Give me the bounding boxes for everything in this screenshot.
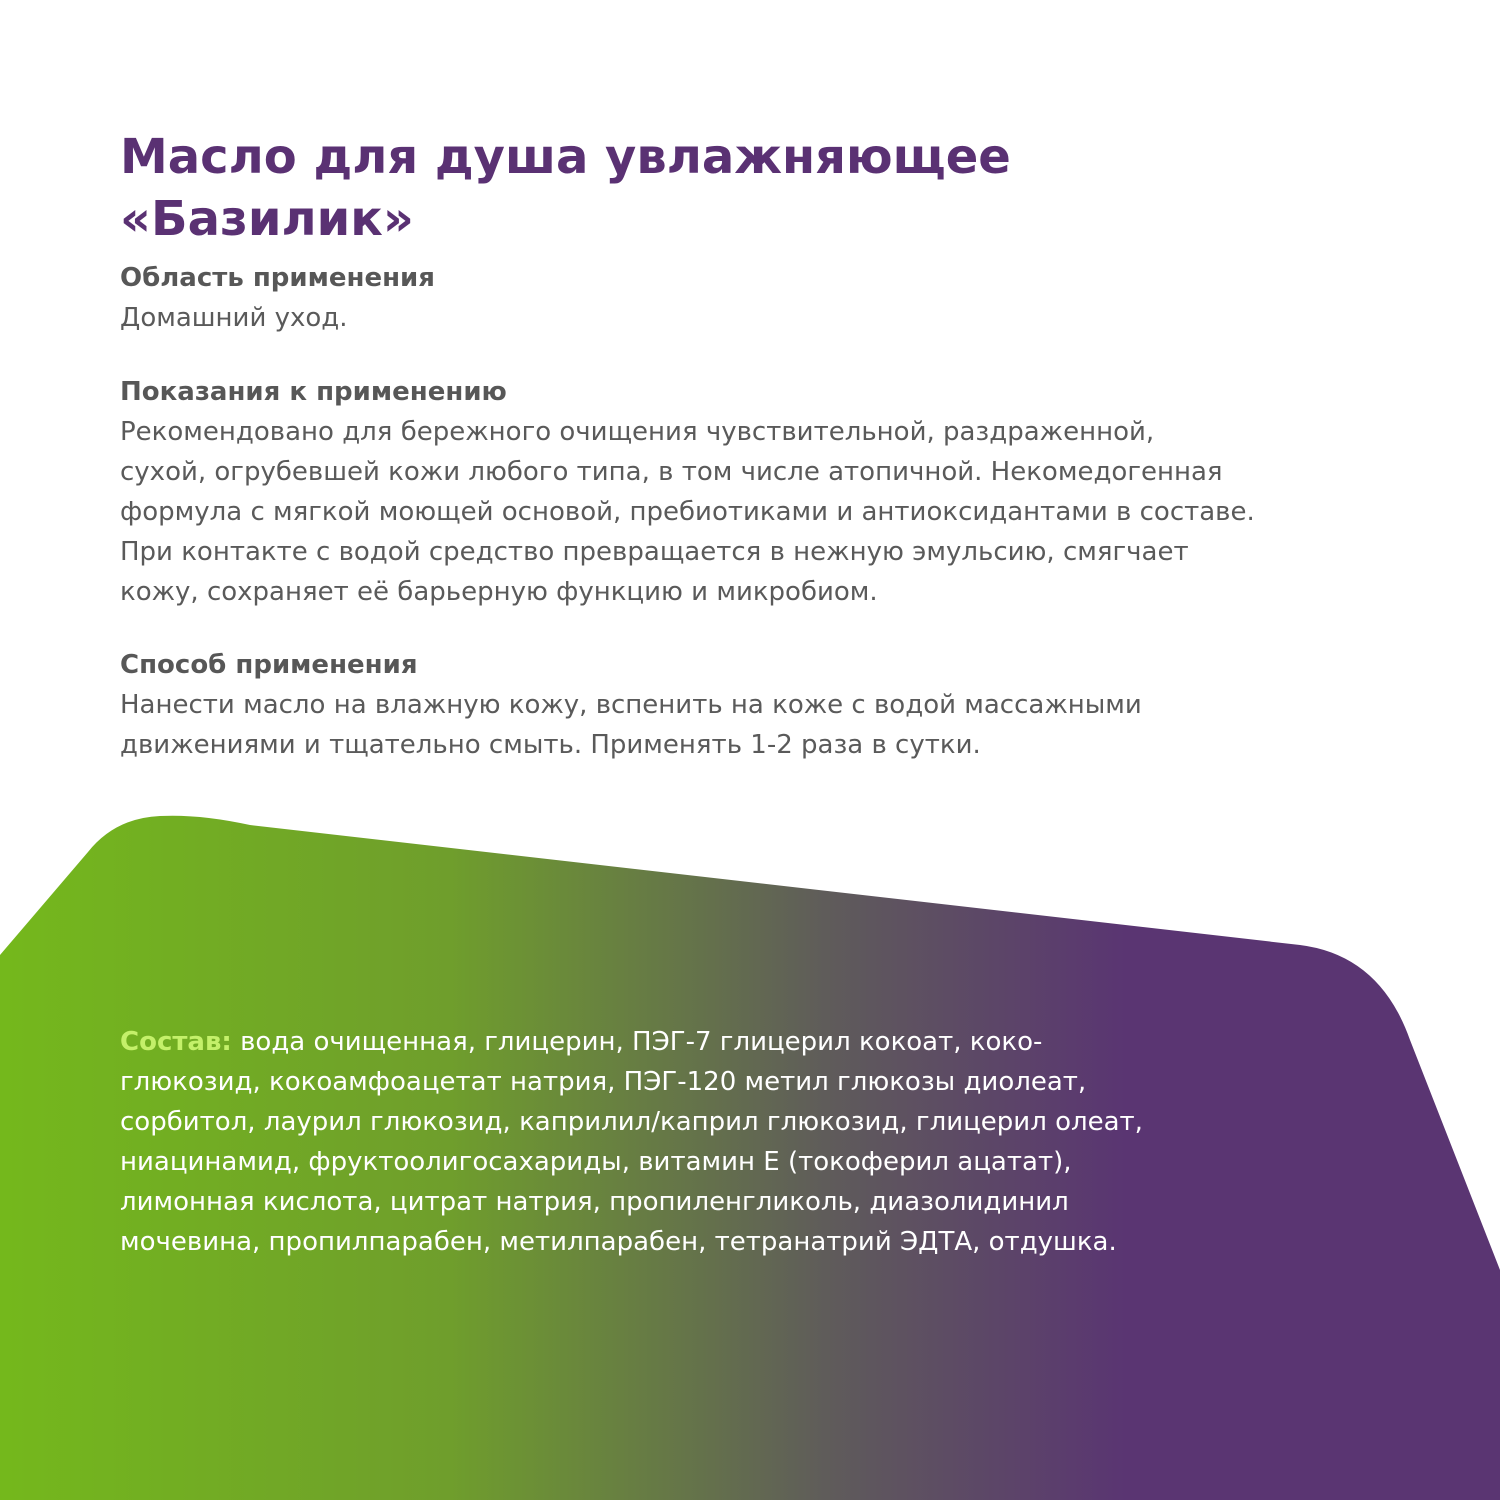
- usage-text: [120, 685, 1450, 765]
- composition-label: Состав:: [120, 1027, 232, 1057]
- indications-heading: Показания к применению: [120, 377, 507, 407]
- product-title-line: «Базилик»: [120, 191, 414, 247]
- usage-section: [120, 645, 1450, 765]
- product-title-line: Масло для душа увлажняющее: [120, 129, 1011, 185]
- composition-line: глюкозид, кокоамфоацетат натрия, ПЭГ-120 метил глюкозы диолеат,: [120, 1067, 1087, 1097]
- composition-line: ниацинамид, фруктоолигосахариды, витамин Е (токоферил ацатат),: [120, 1147, 1072, 1177]
- text-line: формула с мягкой моющей основой, пребиотиками и антиоксидантами в составе.: [120, 497, 1255, 527]
- text-line: Рекомендовано для бережного очищения чувствительной, раздраженной,: [120, 417, 1155, 447]
- composition-first-line: [120, 1022, 1450, 1062]
- application-area-heading: Область применения: [120, 263, 435, 293]
- product-title: [120, 126, 1320, 250]
- composition-block: [120, 1022, 1450, 1262]
- application-area-text: [120, 298, 1450, 338]
- composition-line: лимонная кислота, цитрат натрия, пропиленгликоль, диазолидинил: [120, 1187, 1069, 1217]
- application-area-section: [120, 258, 1450, 338]
- text-line: Домашний уход.: [120, 303, 348, 333]
- indications-text: [120, 412, 1450, 612]
- text-line: движениями и тщательно смыть. Применять 1-2 раза в сутки.: [120, 730, 981, 760]
- composition-line: сорбитол, лаурил глюкозид, каприлил/каприл глюкозид, глицерил олеат,: [120, 1107, 1143, 1137]
- text-line: сухой, огрубевшей кожи любого типа, в том числе атопичной. Некомедогенная: [120, 457, 1223, 487]
- composition-text: вода очищенная, глицерин, ПЭГ-7 глицерил кокоат, коко-: [231, 1027, 1043, 1057]
- text-line: Нанести масло на влажную кожу, вспенить на коже с водой массажными: [120, 690, 1142, 720]
- text-line: кожу, сохраняет её барьерную функцию и микробиом.: [120, 577, 878, 607]
- indications-section: [120, 372, 1450, 612]
- usage-heading: Способ применения: [120, 650, 418, 680]
- composition-line: мочевина, пропилпарабен, метилпарабен, тетранатрий ЭДТА, отдушка.: [120, 1227, 1117, 1257]
- text-line: При контакте с водой средство превращается в нежную эмульсию, смягчает: [120, 537, 1189, 567]
